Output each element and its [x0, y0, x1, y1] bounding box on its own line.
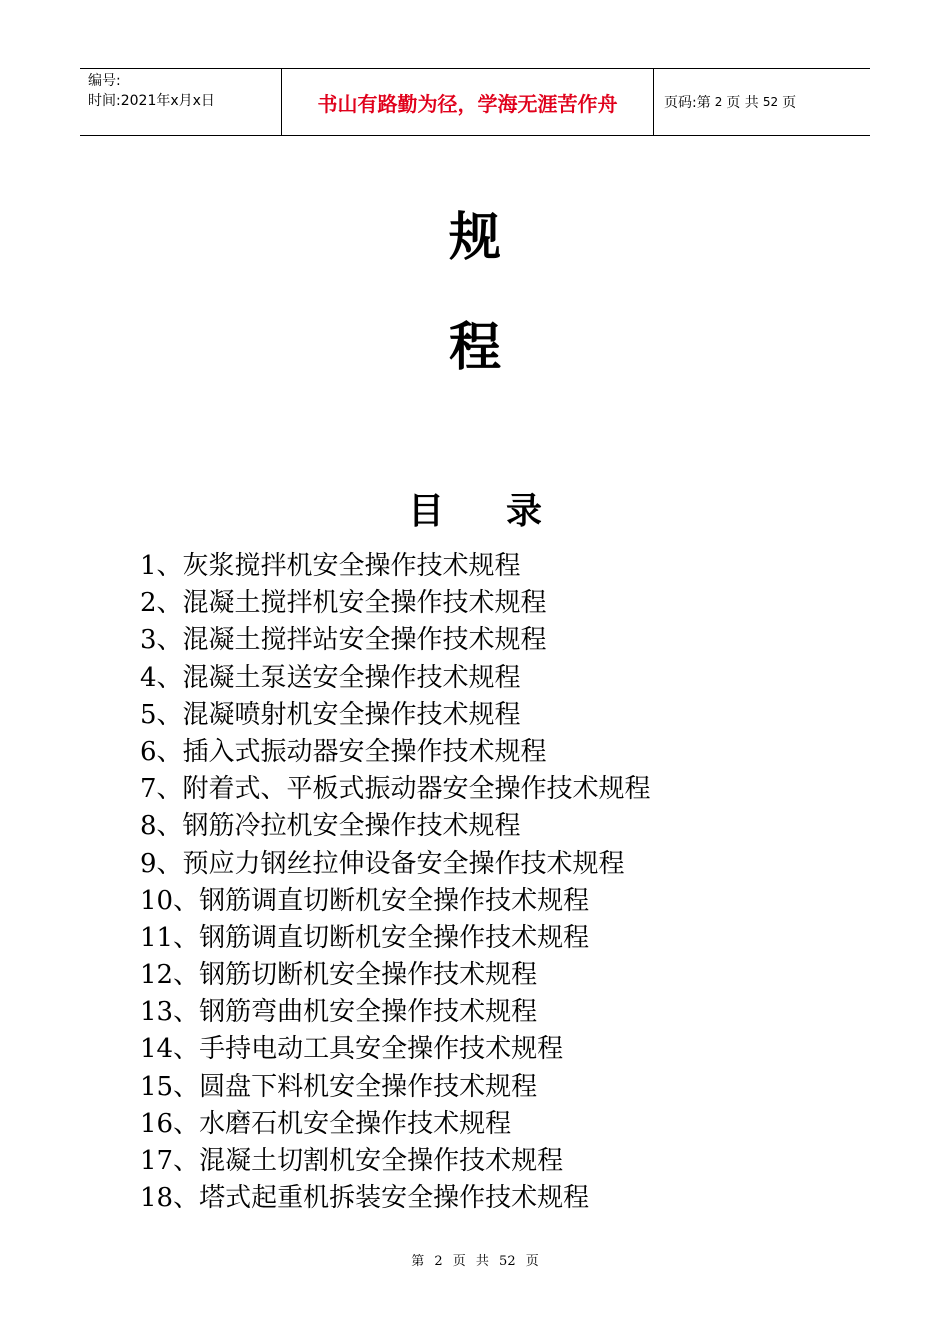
toc-item: 13、钢筋弯曲机安全操作技术规程	[140, 997, 538, 1028]
toc-item: 1、灰浆搅拌机安全操作技术规程	[140, 551, 521, 581]
header-meta-cell	[80, 69, 282, 135]
toc-item: 8、钢筋冷拉机安全操作技术规程	[140, 811, 521, 842]
toc-item: 16、水磨石机安全操作技术规程	[140, 1108, 512, 1139]
toc-item: 12、钢筋切断机安全操作技术规程	[140, 960, 538, 991]
table-of-contents	[140, 548, 651, 1217]
toc-item: 11、钢筋调直切断机安全操作技术规程	[140, 922, 590, 953]
toc-item: 2、混凝土搅拌机安全操作技术规程	[140, 588, 547, 619]
document-title-line-1: 规	[448, 208, 501, 268]
toc-heading-right: 录	[506, 491, 543, 532]
toc-item: 14、手持电动工具安全操作技术规程	[140, 1034, 564, 1065]
toc-item: 10、钢筋调直切断机安全操作技术规程	[140, 885, 590, 916]
page-suffix: 页	[782, 95, 797, 111]
header-page-indicator	[654, 69, 870, 135]
page-header	[80, 68, 870, 136]
toc-item: 9、预应力钢丝拉伸设备安全操作技术规程	[140, 848, 625, 879]
toc-heading	[0, 488, 950, 536]
header-motto: 书山有路勤为径，学海无涯苦作舟	[282, 69, 654, 135]
page-total: 52	[762, 95, 779, 109]
toc-item: 3、混凝土搅拌站安全操作技术规程	[140, 625, 547, 656]
document-number-label: 编号:	[88, 73, 121, 89]
page-footer: 第 2 页 共 52 页	[411, 1254, 539, 1269]
toc-item: 17、混凝土切割机安全操作技术规程	[140, 1146, 564, 1176]
page-prefix: 页码:第	[664, 95, 711, 111]
toc-heading-left: 目	[407, 491, 444, 532]
toc-item: 7、附着式、平板式振动器安全操作技术规程	[140, 774, 651, 805]
toc-item: 18、塔式起重机拆装安全操作技术规程	[140, 1183, 590, 1214]
document-time-label: 时间:2021年x月x日	[88, 93, 215, 109]
document-title-line-2: 程	[448, 318, 501, 378]
page-current: 2	[714, 95, 723, 109]
toc-item: 15、圆盘下料机安全操作技术规程	[140, 1071, 538, 1102]
toc-item: 4、混凝土泵送安全操作技术规程	[140, 662, 521, 693]
page-mid: 页 共	[726, 95, 759, 111]
toc-item: 6、插入式振动器安全操作技术规程	[140, 736, 547, 767]
toc-item: 5、混凝喷射机安全操作技术规程	[140, 699, 521, 730]
